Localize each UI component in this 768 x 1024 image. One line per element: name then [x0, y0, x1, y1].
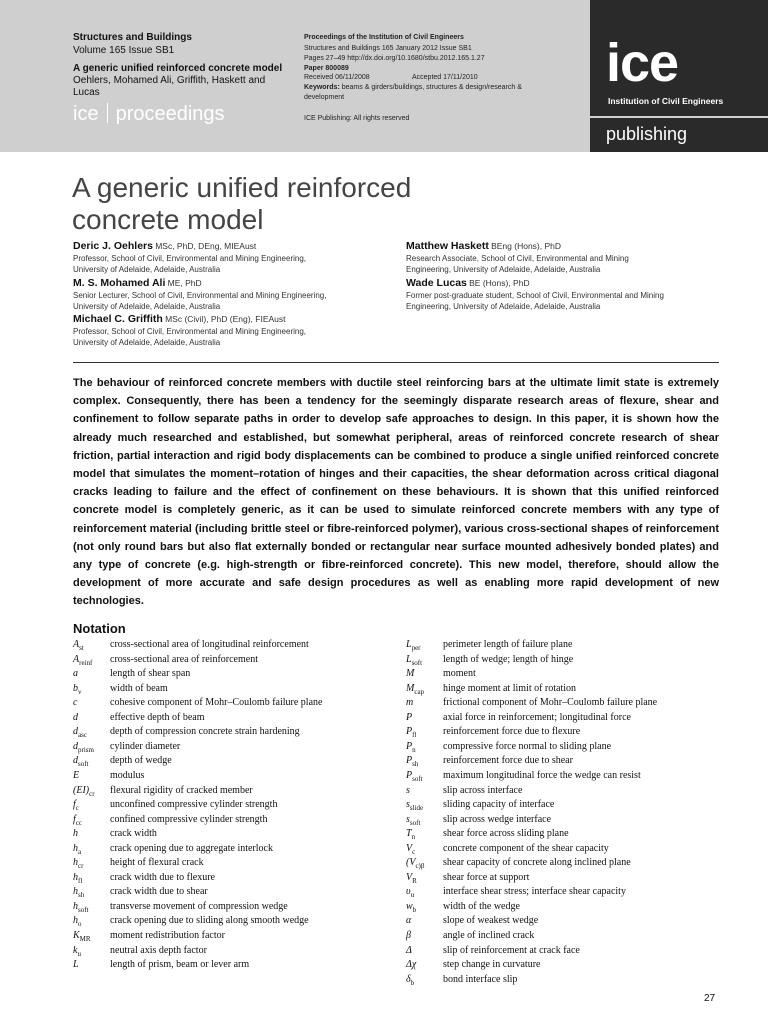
notation-row: [73, 944, 403, 959]
notation-row: [406, 682, 736, 697]
notation-row: [73, 754, 403, 769]
notation-description: maximum longitudinal force the wedge can resist: [443, 769, 641, 781]
notation-description: crack opening due to aggregate interlock: [110, 842, 273, 854]
notation-symbol: $h_{soft}$: [73, 900, 89, 914]
notation-description: length of shear span: [110, 668, 191, 680]
notation-symbol: $d_{soft}$: [73, 755, 89, 769]
author-affiliation: Senior Lecturer, School of Civil, Environmental and Mining Engineering,: [73, 290, 327, 300]
notation-description: length of wedge; length of hinge: [443, 653, 574, 665]
notation-symbol: P: [406, 711, 413, 723]
notation-description: concrete component of the shear capacity: [443, 842, 609, 854]
notation-description: compressive force normal to sliding plane: [443, 740, 612, 752]
notation-symbol: M: [406, 668, 415, 680]
notation-symbol: d: [73, 711, 78, 723]
notation-description: slip across interface: [443, 784, 523, 796]
notation-symbol: $s_{soft}$: [406, 813, 421, 827]
notation-symbol: $(EI)_{cr}$: [73, 784, 95, 798]
notation-description: crack width due to shear: [110, 886, 208, 898]
notation-symbol: $h_{cr}$: [73, 857, 84, 871]
ice-logo-text: ice: [606, 33, 679, 93]
notation-symbol: $\upsilon_u$: [406, 886, 415, 900]
notation-description: effective depth of beam: [110, 711, 205, 723]
notation-symbol: $V_R$: [406, 871, 417, 885]
notation-row: [73, 929, 403, 944]
notation-description: depth of wedge: [110, 755, 172, 767]
keywords-continued: development: [304, 94, 345, 101]
notation-row: [406, 842, 736, 857]
notation-row: [406, 725, 736, 740]
notation-description: transverse movement of compression wedge: [110, 900, 288, 912]
journal-volume: Volume 165 Issue SB1: [73, 45, 175, 56]
author-block-3: [73, 314, 393, 349]
notation-description: height of flexural crack: [110, 857, 204, 869]
notation-row: [73, 914, 403, 929]
notation-symbol: $V_c$: [406, 842, 416, 856]
notation-row: [406, 769, 736, 784]
ice-proceedings-brand: ice proceedings: [73, 103, 225, 125]
notation-symbol: c: [73, 697, 78, 709]
notation-description: sliding capacity of interface: [443, 799, 555, 811]
notation-symbol: β: [406, 930, 411, 941]
notation-symbol: $T_n$: [406, 828, 416, 842]
notation-description: bond interface slip: [443, 973, 518, 985]
notation-description: slip across wedge interface: [443, 813, 552, 825]
notation-description: cohesive component of Mohr–Coulomb failure plane: [110, 697, 323, 709]
notation-description: cross-sectional area of reinforcement: [110, 653, 258, 665]
notation-symbol: $h_{fl}$: [73, 871, 83, 885]
notation-description: hinge moment at limit of rotation: [443, 682, 577, 694]
author-affiliation: University of Adelaide, Adelaide, Australia: [73, 265, 221, 274]
notation-symbol: $b_v$: [73, 682, 82, 696]
notation-row: [406, 958, 736, 973]
notation-description: reinforcement force due to shear: [443, 755, 573, 767]
author-name: Deric J. Oehlers: [73, 240, 153, 252]
pages-doi: Pages 27–49 http://dx.doi.org/10.1680/stbu.2012.165.1.27: [304, 55, 485, 62]
notation-row: [73, 885, 403, 900]
accepted-date: Accepted 17/11/2010: [412, 74, 478, 81]
notation-symbol: $h_o$: [73, 915, 82, 929]
notation-symbol: ($V_{c)\beta}$: [406, 857, 425, 871]
notation-symbol: $A_{reinf}$: [73, 653, 93, 667]
notation-description: neutral axis depth factor: [110, 944, 207, 956]
journal-header: [0, 0, 768, 152]
notation-row: [406, 740, 736, 755]
notation-row: [406, 871, 736, 886]
publishing-label: publishing: [606, 124, 688, 144]
notation-row: [73, 827, 403, 842]
notation-description: shear capacity of concrete along inclined plane: [443, 857, 631, 869]
notation-row: [73, 813, 403, 828]
keywords: Keywords: beams & girders/buildings, structures & design/research &: [304, 84, 522, 91]
notation-row: [406, 827, 736, 842]
notation-description: slip of reinforcement at crack face: [443, 944, 580, 956]
notation-symbol: $\delta_b$: [406, 973, 415, 987]
paper-number: Paper 800089: [304, 65, 349, 72]
notation-symbol: $P_n$: [406, 740, 416, 754]
author-affiliation: Engineering, University of Adelaide, Adelaide, Australia: [406, 302, 601, 311]
section-divider: [73, 362, 719, 363]
notation-row: [73, 900, 403, 915]
notation-symbol: $P_{soft}$: [406, 769, 423, 783]
notation-description: shear force across sliding plane: [443, 828, 569, 840]
notation-row: [73, 653, 403, 668]
proceedings-name: Proceedings of the Institution of Civil Engineers: [304, 34, 464, 41]
notation-symbol: $d_{asc}$: [73, 726, 87, 740]
notation-row: [73, 682, 403, 697]
author-affiliation: University of Adelaide, Adelaide, Australia: [73, 338, 221, 347]
notation-row: [406, 813, 736, 828]
notation-symbol: m: [406, 697, 414, 709]
notation-description: frictional component of Mohr–Coulomb failure plane: [443, 697, 658, 709]
notation-symbol: $L_{per}$: [406, 639, 421, 652]
notation-description: interface shear stress; interface shear capacity: [443, 886, 626, 898]
notation-row: [406, 929, 736, 944]
notation-row: [73, 711, 403, 726]
notation-symbol: $d_{prism}$: [73, 740, 94, 754]
notation-row: [73, 638, 403, 653]
received-date: Received 06/11/2008: [304, 74, 370, 81]
author-block-2: [73, 278, 393, 313]
notation-row: [406, 696, 736, 711]
author-name: Matthew Haskett: [406, 240, 489, 252]
notation-symbol: $f_{cc}$: [73, 813, 82, 827]
notation-row: [73, 769, 403, 784]
author-affiliation: Engineering, University of Adelaide, Adelaide, Australia: [406, 265, 601, 274]
article-title: [72, 172, 411, 236]
notation-description: axial force in reinforcement; longitudinal force: [443, 711, 631, 723]
notation-symbol: $s_{slide}$: [406, 799, 424, 813]
author-credentials: MSc (Civil), PhD (Eng), FIEAust: [165, 314, 286, 324]
notation-description: confined compressive cylinder strength: [110, 813, 268, 825]
notation-symbol: $A_{st}$: [73, 639, 84, 652]
notation-symbol: Δχ: [406, 959, 417, 971]
logo-divider: [590, 116, 768, 118]
notation-symbol: $M_{cap}$: [406, 682, 425, 696]
notation-row: [73, 856, 403, 871]
notation-heading: Notation: [73, 621, 126, 636]
notation-description: slope of weakest wedge: [443, 915, 539, 927]
notation-symbol: s: [406, 784, 410, 796]
notation-symbol: $h_{sh}$: [73, 886, 85, 900]
notation-description: shear force at support: [443, 871, 530, 883]
title-line-1: A generic unified reinforced: [72, 172, 412, 203]
notation-symbol: a: [73, 668, 78, 680]
notation-description: unconfined compressive cylinder strength: [110, 799, 278, 811]
author-affiliation: Professor, School of Civil, Environmental and Mining Engineering,: [73, 326, 307, 336]
journal-name: Structures and Buildings: [73, 32, 192, 43]
author-affiliation: University of Adelaide, Adelaide, Australia: [73, 302, 221, 311]
author-name: Wade Lucas: [406, 277, 467, 289]
title-line-2: concrete model: [72, 204, 264, 235]
notation-description: step change in curvature: [443, 959, 541, 971]
author-credentials: BEng (Hons), PhD: [491, 241, 562, 251]
notation-symbol: $h_a$: [73, 842, 82, 856]
notation-symbol: $w_b$: [406, 900, 417, 914]
notation-row: [73, 667, 403, 682]
notation-symbol: h: [73, 828, 78, 840]
notation-row: [406, 856, 736, 871]
authors-short-line1: Oehlers, Mohamed Ali, Griffith, Haskett and: [73, 75, 266, 86]
notation-row: [406, 754, 736, 769]
author-name: M. S. Mohamed Ali: [73, 277, 166, 289]
notation-row: [73, 740, 403, 755]
abstract: The behaviour of reinforced concrete members with ductile steel reinforcing bars at the ultimate limit state is extremely complex. Consequently, there has been a tendency for the seemingly disparate research areas of flexure, shear and confinement to follow separate paths in order to develop safe approaches to design. In this paper, it is shown how the already much researched and established, but somewhat peripheral, areas of reinforced concrete research of shear friction, partial interaction and rigid body displacements can be combined to produce a single unified reinforced concrete model that simulates the moment–rotation of hinges and their capacities, the shear deformation across critical diagonal cracks leading to failure and the effect of confinement on these behaviours. It is shown that this unified reinforced concrete model is completely generic, as it can be used to simulate reinforced concrete members with any type of reinforcement material (including brittle steel or fibre-reinforced polymer), various cross-sectional shapes of reinforcement (not only round bars but also flat externally bonded or rectangular near surface mounted adhesively bonded plates) and any type of concrete (e.g. high-strength or fibre-reinforced concrete). This new model, therefore, should allow the development of more accurate and safe design procedures as well as enabling more rapid development of new technologies.: [73, 377, 719, 608]
notation-description: moment redistribution factor: [110, 930, 225, 941]
notation-description: crack width: [110, 828, 157, 840]
notation-symbol: $L_{soft}$: [406, 653, 423, 667]
author-affiliation: Former post-graduate student, School of Civil, Environmental and Mining: [406, 290, 664, 300]
author-name: Michael C. Griffith: [73, 313, 163, 325]
notation-description: perimeter length of failure plane: [443, 639, 573, 650]
notation-row: [406, 944, 736, 959]
notation-description: modulus: [110, 769, 145, 781]
notation-description: flexural rigidity of cracked member: [110, 784, 253, 796]
author-block-1: [73, 241, 393, 276]
author-affiliation: Research Associate, School of Civil, Environmental and Mining: [406, 253, 629, 263]
notation-row: [73, 696, 403, 711]
notation-row: [406, 667, 736, 682]
notation-row: [406, 638, 736, 653]
authors-short-line2: Lucas: [73, 87, 100, 98]
notation-row: [73, 798, 403, 813]
notation-row: [406, 798, 736, 813]
citation: Structures and Buildings 165 January 2012 Issue SB1: [304, 45, 472, 52]
notation-description: cylinder diameter: [110, 740, 181, 752]
notation-row: [73, 784, 403, 799]
author-credentials: BE (Hons), PhD: [469, 278, 530, 288]
author-credentials: ME, PhD: [167, 278, 202, 288]
notation-description: crack opening due to sliding along smooth wedge: [110, 915, 309, 927]
notation-description: length of prism, beam or lever arm: [110, 959, 250, 971]
notation-row: [73, 871, 403, 886]
notation-symbol: $f_c$: [73, 799, 79, 813]
notation-symbol: α: [406, 915, 412, 927]
author-block-4: [406, 241, 726, 276]
notation-symbol: E: [73, 769, 80, 781]
notation-description: angle of inclined crack: [443, 930, 535, 941]
notation-row: [406, 900, 736, 915]
rights-notice: ICE Publishing: All rights reserved: [304, 115, 410, 122]
notation-row: [406, 711, 736, 726]
author-affiliation: Professor, School of Civil, Environmental and Mining Engineering,: [73, 253, 307, 263]
notation-symbol: $k_u$: [73, 944, 81, 958]
notation-description: width of the wedge: [443, 900, 520, 912]
notation-symbol: $K_{MR}$: [73, 930, 91, 943]
notation-description: crack width due to flexure: [110, 871, 215, 883]
notation-row: [73, 725, 403, 740]
notation-symbol: $P_{sh}$: [406, 755, 419, 769]
notation-row: [73, 958, 403, 973]
notation-symbol: Δ: [406, 944, 412, 956]
notation-row: [406, 784, 736, 799]
notation-description: cross-sectional area of longitudinal reinforcement: [110, 639, 309, 650]
notation-description: depth of compression concrete strain hardening: [110, 726, 300, 738]
notation-description: moment: [443, 668, 476, 680]
notation-row: [73, 842, 403, 857]
author-block-5: [406, 278, 726, 313]
author-credentials: MSc, PhD, DEng, MIEAust: [155, 241, 257, 251]
notation-row: [406, 653, 736, 668]
ice-publishing-logo: [590, 0, 768, 152]
institution-name: Institution of Civil Engineers: [608, 96, 724, 106]
article-short-title: A generic unified reinforced concrete model: [73, 63, 283, 74]
notation-symbol: L: [73, 959, 79, 971]
notation-description: reinforcement force due to flexure: [443, 726, 581, 738]
notation-row: [406, 973, 736, 988]
page-number: 27: [704, 993, 716, 1004]
notation-row: [406, 914, 736, 929]
notation-symbol: $P_{fl}$: [406, 726, 417, 740]
notation-row: [406, 885, 736, 900]
notation-description: width of beam: [110, 682, 168, 694]
